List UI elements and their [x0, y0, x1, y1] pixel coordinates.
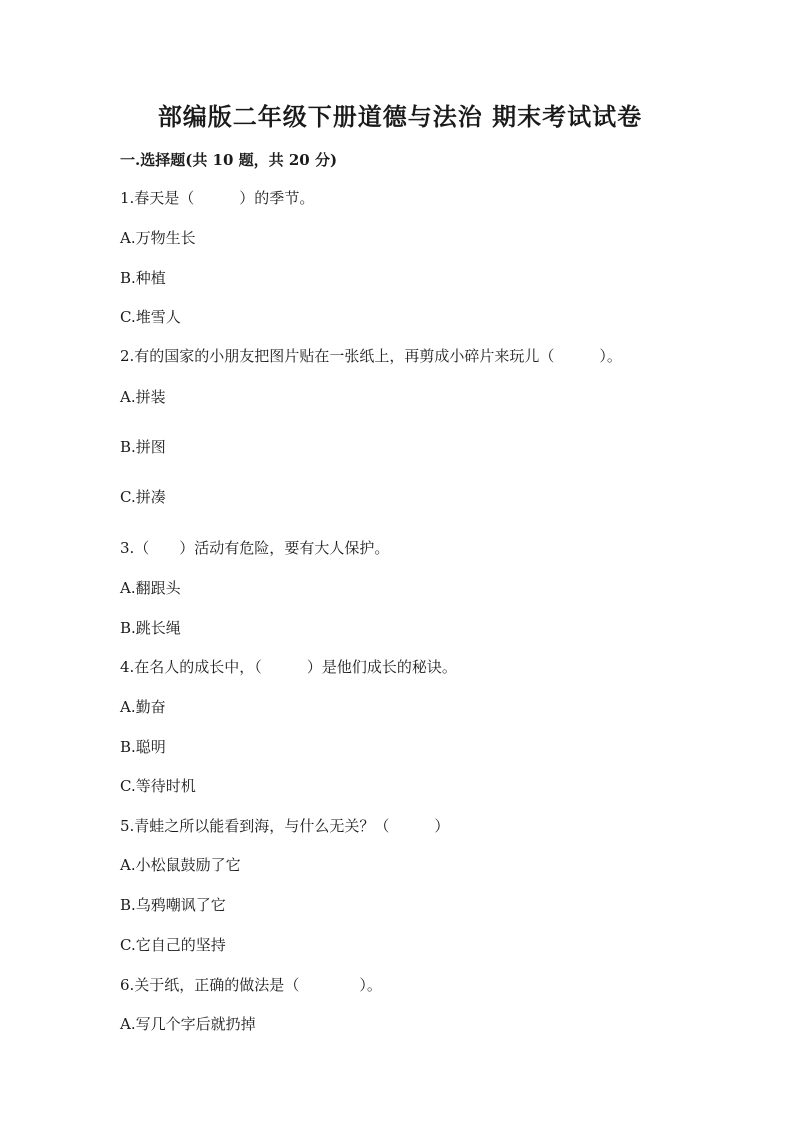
question-4-option-c: C.等待时机 — [120, 777, 196, 795]
question-4-stem: 4.在名人的成长中，（ ）是他们成长的秘诀。 — [120, 658, 457, 676]
question-2-option-b: B.拼图 — [120, 438, 166, 456]
question-3-option-a: A.翻跟头 — [120, 579, 181, 597]
section-heading: 一.选择题(共 10 题，共 20 分) — [120, 151, 338, 169]
question-3-stem: 3.（ ）活动有危险，要有大人保护。 — [120, 539, 390, 557]
question-2-stem: 2.有的国家的小朋友把图片贴在一张纸上，再剪成小碎片来玩儿（ ）。 — [120, 347, 622, 365]
question-1-option-b: B.种植 — [120, 269, 166, 287]
question-1-option-c: C.堆雪人 — [120, 308, 181, 326]
question-5-option-a: A.小松鼠鼓励了它 — [120, 856, 241, 874]
question-5-stem: 5.青蛙之所以能看到海，与什么无关？（ ） — [120, 817, 450, 835]
question-1-stem: 1.春天是（ ）的季节。 — [120, 189, 315, 207]
question-4-option-b: B.聪明 — [120, 738, 166, 756]
question-2-option-c: C.拼凑 — [120, 488, 166, 506]
question-6-option-a: A.写几个字后就扔掉 — [120, 1015, 256, 1033]
page-title: 部编版二年级下册道德与法治 期末考试试卷 — [157, 102, 643, 131]
question-2-option-a: A.拼装 — [120, 388, 166, 406]
question-4-option-a: A.勤奋 — [120, 698, 166, 716]
question-3-option-b: B.跳长绳 — [120, 619, 181, 637]
question-6-stem: 6.关于纸，正确的做法是（ ）。 — [120, 976, 382, 994]
question-5-option-c: C.它自己的坚持 — [120, 936, 226, 954]
question-1-option-a: A.万物生长 — [120, 229, 196, 247]
question-5-option-b: B.乌鸦嘲讽了它 — [120, 896, 226, 914]
